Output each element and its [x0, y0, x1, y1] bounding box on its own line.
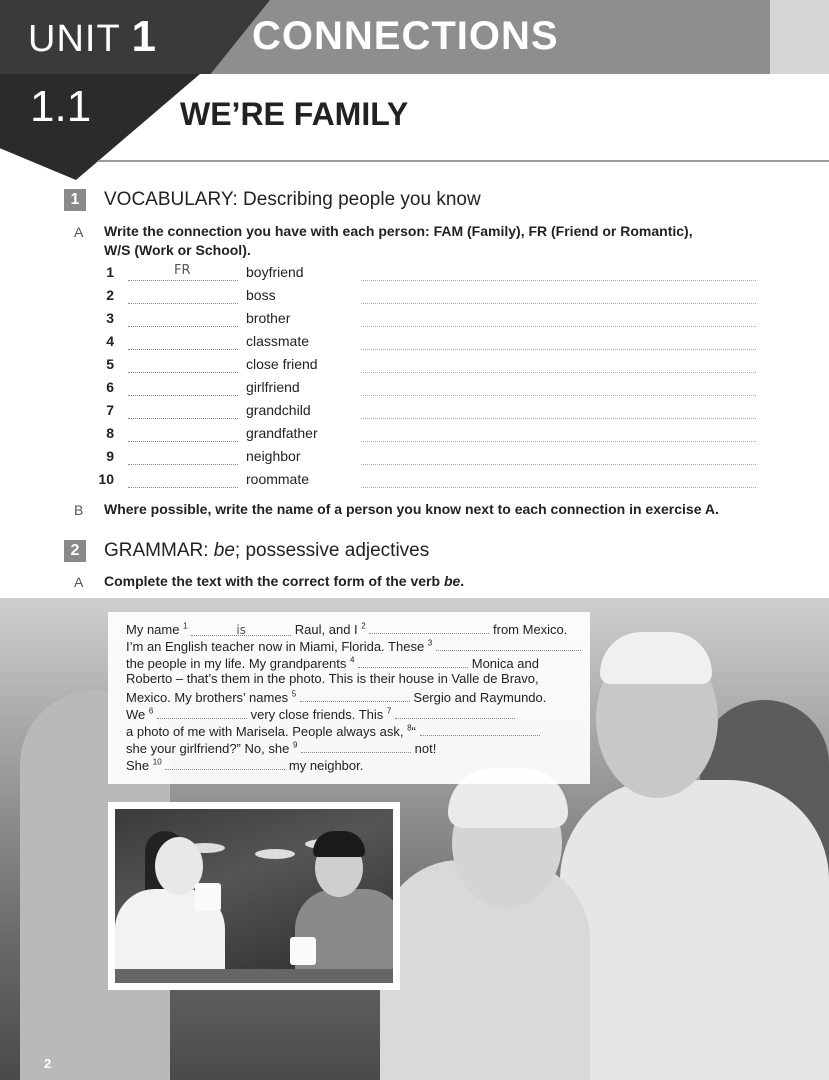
connection-blank[interactable] [128, 418, 238, 419]
answer-blank-4[interactable] [358, 654, 468, 668]
vocab-word: grandchild [246, 402, 311, 418]
answer-blank-7[interactable] [395, 705, 515, 719]
text-line-8: she your girlfriend?” No, she $^9$ not! [126, 740, 437, 756]
text-line-4: Roberto – that’s them in the photo. This is their house in Valle de Bravo, [126, 671, 539, 686]
answer-blank-9[interactable] [301, 739, 411, 753]
connection-blank[interactable] [128, 349, 238, 350]
answer-blank-2[interactable] [369, 620, 489, 634]
item-number: 2 [106, 287, 114, 303]
name-writing-line[interactable] [361, 487, 756, 488]
text-line-3: the people in my life. My grandparents $^4$ Monica and [126, 655, 539, 671]
vocab-word: brother [246, 310, 291, 326]
vocab-item [96, 425, 776, 448]
answer-blank-10[interactable] [165, 756, 285, 770]
section-2-number: 2 [64, 540, 86, 562]
name-writing-line[interactable] [361, 441, 756, 442]
grandfather-figure [560, 780, 829, 1080]
vocab-item [96, 379, 776, 402]
text-line-1: My name $^1$ is Raul, and I $^2$ from Mexico. [126, 621, 568, 637]
answer-blank-1[interactable]: is [191, 622, 291, 636]
connection-blank[interactable] [128, 326, 238, 327]
exercise-1a-instruction-2: W/S (Work or School). [104, 242, 251, 258]
exercise-2a-instruction: Complete the text with the correct form of the verb be. [104, 573, 465, 589]
answer-blank-5[interactable] [300, 688, 410, 702]
name-writing-line[interactable] [361, 303, 756, 304]
vocab-word: grandfather [246, 425, 318, 441]
vocab-word: boss [246, 287, 276, 303]
unit-title: CONNECTIONS [252, 14, 559, 58]
exercise-1b-letter: B [74, 502, 84, 518]
vocab-item [96, 402, 776, 425]
vocab-word: close friend [246, 356, 318, 372]
connection-blank[interactable] [128, 280, 238, 281]
item-number: 8 [106, 425, 114, 441]
lesson-title: WE’RE FAMILY [180, 96, 409, 132]
name-writing-line[interactable] [361, 372, 756, 373]
vocab-word: classmate [246, 333, 310, 349]
handwritten-answer: FR [174, 263, 191, 278]
item-number: 6 [106, 379, 114, 395]
name-writing-line[interactable] [361, 464, 756, 465]
exercise-1a-letter: A [74, 224, 84, 240]
item-number: 5 [106, 356, 114, 372]
text-line-5: Mexico. My brothers’ names $^5$ Sergio and Raymundo. [126, 689, 547, 705]
connection-blank[interactable] [128, 464, 238, 465]
vocab-item [96, 356, 776, 379]
vocab-item [96, 448, 776, 471]
unit-label: UNIT 1 [28, 12, 158, 61]
page-number: 2 [44, 1056, 52, 1071]
grandfather-hair [600, 632, 712, 684]
man-hair [313, 831, 365, 857]
cafe-table [115, 969, 393, 983]
item-number: 7 [106, 402, 114, 418]
connection-blank[interactable] [128, 441, 238, 442]
cafe-photo [115, 809, 393, 983]
name-writing-line[interactable] [361, 418, 756, 419]
item-number: 10 [98, 471, 114, 487]
vocab-item [96, 287, 776, 310]
text-line-6: We $^6$ very close friends. This $^7$ [126, 705, 515, 722]
lamp-light [255, 849, 295, 859]
name-writing-line[interactable] [361, 280, 756, 281]
vocab-item [96, 264, 776, 287]
coffee-mug [195, 883, 221, 911]
text-line-9: She $^{10}$ my neighbor. [126, 757, 364, 773]
reading-text-box [108, 612, 590, 784]
exercise-1b-instruction: Where possible, write the name of a person you know next to each connection in exercise A. [104, 501, 719, 517]
header-divider [98, 160, 829, 162]
vocab-item [96, 333, 776, 356]
item-number: 9 [106, 448, 114, 464]
text-line-7: a photo of me with Marisela. People always ask, $^8$“ [126, 722, 540, 739]
name-writing-line[interactable] [361, 395, 756, 396]
exercise-1a-instruction-1: Write the connection you have with each person: FAM (Family), FR (Friend or Romantic), [104, 223, 693, 239]
connection-blank[interactable] [128, 303, 238, 304]
item-number: 4 [106, 333, 114, 349]
answer-blank-3[interactable] [436, 637, 581, 651]
header-accent [770, 0, 829, 74]
name-writing-line[interactable] [361, 326, 756, 327]
inset-photo-frame [108, 802, 400, 990]
answer-blank-6[interactable] [157, 705, 247, 719]
exercise-2a-letter: A [74, 574, 84, 590]
vocab-item [96, 310, 776, 333]
coffee-mug [290, 937, 316, 965]
item-number: 3 [106, 310, 114, 326]
connection-blank[interactable] [128, 372, 238, 373]
section-2-title: GRAMMAR: be; possessive adjectives [104, 540, 430, 561]
item-number: 1 [106, 264, 114, 280]
section-1-title: VOCABULARY: Describing people you know [104, 189, 481, 210]
lesson-number: 1.1 [30, 82, 92, 131]
vocab-word: boyfriend [246, 264, 304, 280]
connection-blank[interactable] [128, 395, 238, 396]
name-writing-line[interactable] [361, 349, 756, 350]
answer-blank-8[interactable] [420, 722, 540, 736]
text-line-2: I’m an English teacher now in Miami, Florida. These $^3$ [126, 637, 581, 654]
section-1-number: 1 [64, 189, 86, 211]
connection-blank[interactable] [128, 487, 238, 488]
vocab-item [96, 471, 776, 494]
vocab-word: girlfriend [246, 379, 300, 395]
vocab-word: neighbor [246, 448, 301, 464]
vocab-word: roommate [246, 471, 310, 487]
